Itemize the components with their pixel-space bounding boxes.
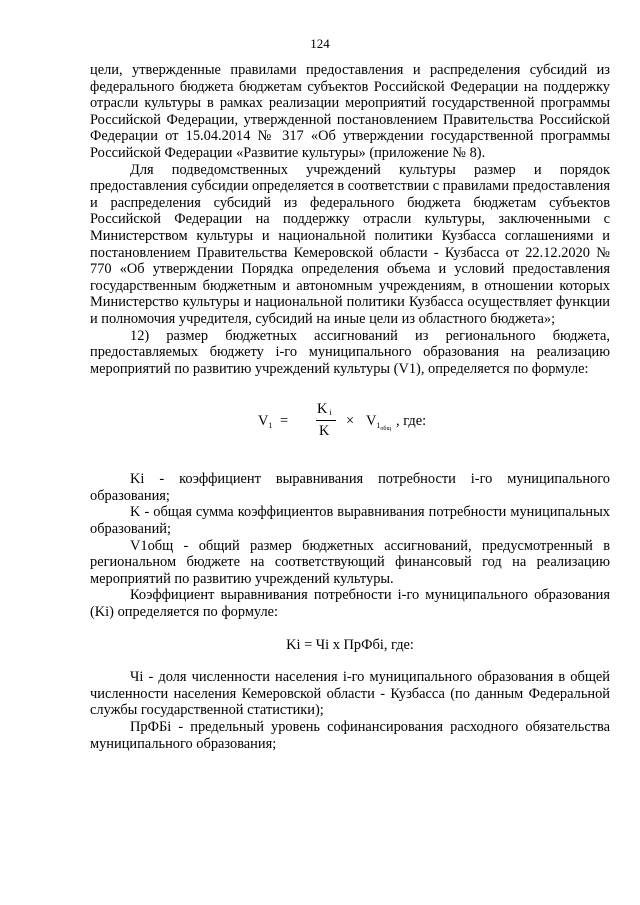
paragraph-coefficient: Коэффициент выравнивания потребности i-го муниципального образования (Ki) определяется по формуле: xyxy=(90,587,610,621)
definition-k: K - общая сумма коэффициентов выравнивания потребности муниципальных образований; xyxy=(90,504,610,538)
formula-rhs: $V_{1общ}$ xyxy=(366,413,392,433)
definition-prfb: ПрФБi - предельный уровень софинансирования расходного обязательства муниципального образования; xyxy=(90,719,610,752)
definition-v-total: V1общ - общий размер бюджетных ассигнований, предусмотренный в региональном бюджете на соответствующий финансовый год на реализацию мероприятий по развитию учреждений культуры. xyxy=(90,537,610,587)
document-body xyxy=(90,62,610,752)
paragraph-goals: цели, утвержденные правилами предоставления и распределения субсидий из федерального бюджета бюджетам субъектов Российской Федерации на поддержку отрасли культуры в рамках реализации мероприятий государственной программы Российской Федерации, утвержденной постановлением Правительства Российской Федерации от 15.04.2014 № 317 «Об утверждении государственной программы Российской Федерации «Развитие культуры» (приложение № 8). xyxy=(90,62,610,161)
formula-ki: Ki = Чi x ПрФбi, где: xyxy=(286,636,414,653)
paragraph-subordinate-institutions: Для подведомственных учреждений культуры размер и порядок предоставления субсидии определяется в соответствии с правилами предоставления и распределения субсидий из федерального бюджета бюджетам субъектов Российской Федерации на поддержку отрасли культуры, заключенными с Министерством культуры и национальной политики Кузбасса соглашениями и постановлением Правительства Кемеровской области - Кузбасса от 22.12.2020 № 770 «Об утверждении Порядка определения объема и условий предоставления государственным бюджетным и автономным учреждениям, в отношении которых Министерство культуры и национальной политики Кузбасса осуществляет функции и полномочия учредителя, субсидий на иные цели из областного бюджета»; xyxy=(90,161,610,327)
paragraph-item-12: 12) размер бюджетных ассигнований из регионального бюджета, предоставляемых бюджету i-го муниципального образования на реализацию мероприятий по развитию учреждений культуры (V1), определяется по формуле: xyxy=(90,327,610,377)
fraction-bar xyxy=(316,420,336,421)
formula-denominator: K xyxy=(319,423,330,440)
definition-chi: Чi - доля численности населения i-го муниципального образования в общей численности населения Кемеровской области - Кузбасса (по данным Федеральной службы государственной статистики); xyxy=(90,669,610,719)
formula-equals: = xyxy=(280,413,289,430)
formula-lhs: $V_1$ xyxy=(258,413,273,431)
formula-v1 xyxy=(90,399,610,443)
formula-numerator: Ki xyxy=(317,401,332,418)
page-number: 124 xyxy=(310,36,330,51)
formula-tail: , где: xyxy=(396,413,427,430)
formula-times: × xyxy=(346,413,355,430)
definition-ki: Ki - коэффициент выравнивания потребности i-го муниципального образования; xyxy=(90,471,610,504)
